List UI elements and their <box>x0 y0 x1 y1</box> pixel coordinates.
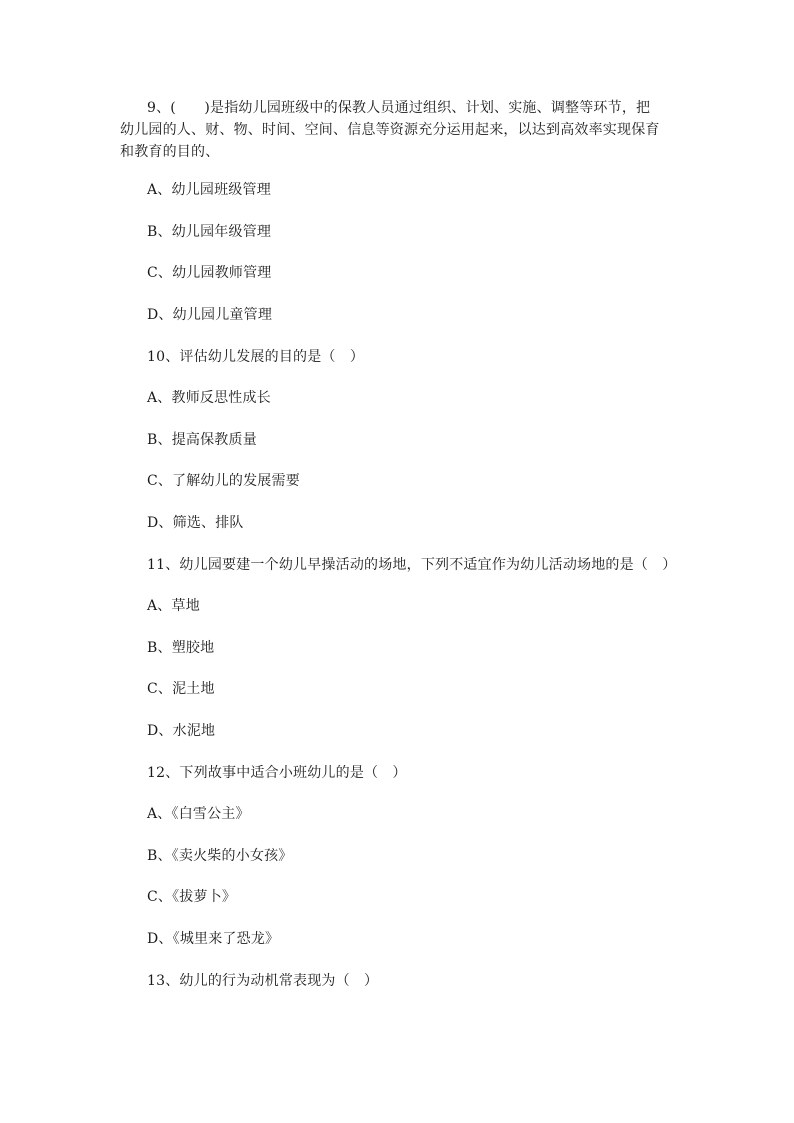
question-9-option-a: A、幼儿园班级管理 <box>147 182 271 198</box>
question-9-option-c: C、幼儿园教师管理 <box>147 265 272 281</box>
question-10-stem: 10、评估幼儿发展的目的是（ ） <box>147 349 365 365</box>
question-11-option-b: B、塑胶地 <box>147 640 215 656</box>
question-10-option-d: D、筛选、排队 <box>147 515 244 531</box>
question-13-stem: 13、幼儿的行为动机常表现为（ ） <box>147 973 379 989</box>
question-9-option-b: B、幼儿园年级管理 <box>147 224 272 240</box>
question-12-option-a: A、《白雪公主》 <box>147 806 250 822</box>
question-12-stem: 12、下列故事中适合小班幼儿的是（ ） <box>147 765 407 781</box>
question-11-option-c: C、泥土地 <box>147 681 215 697</box>
question-9-stem: 9、( )是指幼儿园班级中的保教人员通过组织、计划、实施、调整等环节，把幼儿园的人、财、物、时间、空间、信息等资源充分运用起来，以达到高效率实现保育和教育的目的、 <box>120 100 660 160</box>
question-10-option-c: C、了解幼儿的发展需要 <box>147 473 300 489</box>
question-10-option-b: B、提高保教质量 <box>147 432 257 448</box>
question-12-option-b: B、《卖火柴的小女孩》 <box>147 848 293 864</box>
question-9-option-d: D、幼儿园儿童管理 <box>147 307 273 323</box>
question-11-stem: 11、幼儿园要建一个幼儿早操活动的场地，下列不适宜作为幼儿活动场地的是（ ） <box>147 557 677 573</box>
question-10-option-a: A、教师反思性成长 <box>147 390 271 406</box>
question-12-option-c: C、《拔萝卜》 <box>147 889 237 905</box>
question-12-option-d: D、《城里来了恐龙》 <box>147 931 280 947</box>
question-11-option-a: A、草地 <box>147 598 200 614</box>
question-11-option-d: D、水泥地 <box>147 723 216 739</box>
